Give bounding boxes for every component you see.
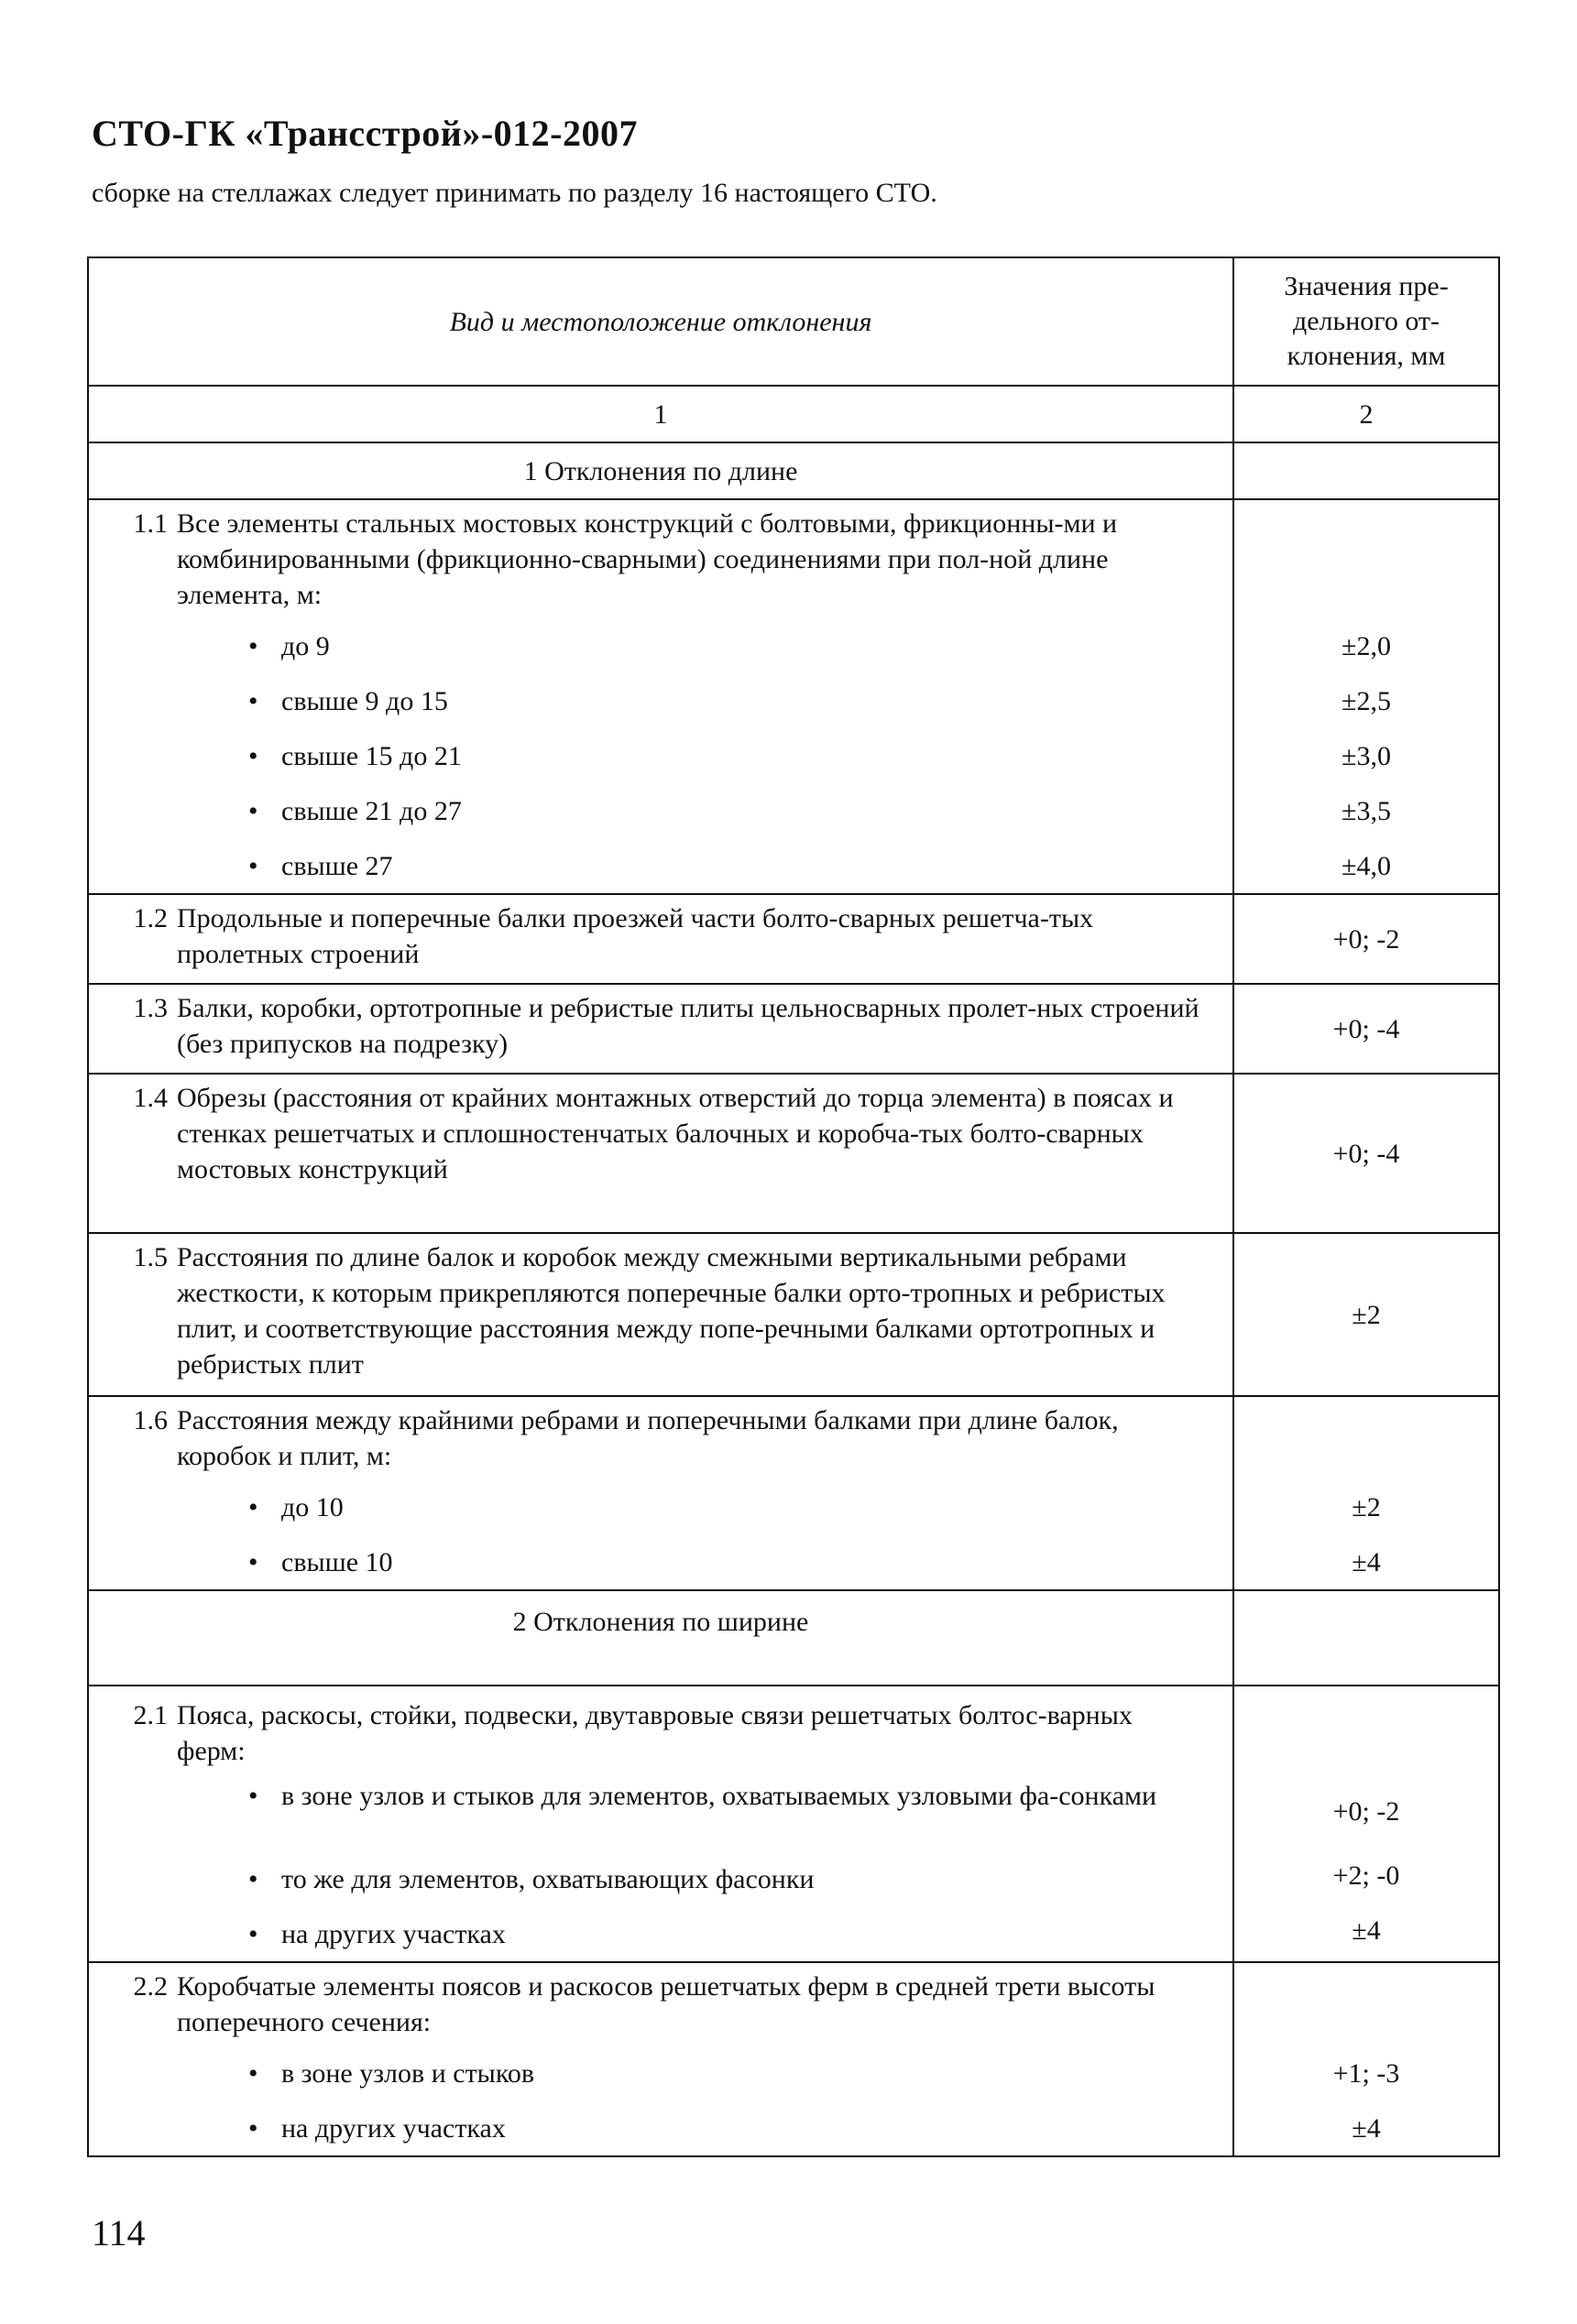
- item-text: Расстояния по длине балок и коробок между смежными вертикальными ребрами жесткости, к которым прикрепляются поперечные балки орто-тропных и ребристых плит, и соответствующие расстояния между попе-речными балками ортотропных и ребристых плит: [177, 1242, 1166, 1380]
- page-number: 114: [92, 2212, 146, 2253]
- table-row: [88, 1962, 1499, 2156]
- item-text: Коробчатые элементы поясов и раскосов решетчатых ферм в средней трети высоты поперечного сечения:: [177, 1971, 1155, 2037]
- bullet-icon: •: [248, 1863, 258, 1894]
- column-number-1: 1: [88, 386, 1233, 442]
- intro-text: сборке на стеллажах следует принимать по разделу 16 настоящего СТО.: [92, 178, 937, 208]
- table-row: [88, 1396, 1499, 1590]
- bullet-icon: •: [248, 795, 258, 826]
- bullet-icon: •: [248, 1781, 258, 1811]
- bullet-icon: •: [248, 850, 258, 881]
- deviation-value: +0; -4: [1233, 1074, 1499, 1233]
- deviation-table: [87, 256, 1500, 2157]
- item-text: Пояса, раскосы, стойки, подвески, двутавровые связи решетчатых болтос-варных ферм:: [177, 1700, 1133, 1766]
- bullet-icon: •: [248, 630, 258, 661]
- list-item: • до 10: [89, 1479, 1232, 1534]
- column-number-row: [88, 386, 1499, 442]
- list-item: • на других участках: [89, 2100, 1232, 2155]
- bullet-icon: •: [248, 2057, 258, 2089]
- deviation-value: ±4: [1352, 2112, 1381, 2144]
- bullet-icon: •: [248, 740, 258, 771]
- list-item: • в зоне узлов и стыков: [89, 2046, 1232, 2100]
- bullet-icon: •: [248, 685, 258, 716]
- item-number: 1.4: [133, 1083, 168, 1113]
- table-row: [88, 1686, 1499, 1962]
- deviation-value: ±4,0: [1342, 850, 1391, 881]
- item-number: 1.6: [133, 1405, 168, 1435]
- header-description: Вид и местоположение отклонения: [88, 257, 1233, 386]
- item-number: 1.5: [133, 1242, 168, 1272]
- list-item: • то же для элементов, охватывающих фасонки: [89, 1851, 1232, 1906]
- deviation-value: ±3,0: [1342, 740, 1391, 771]
- item-number: 1.2: [133, 903, 168, 933]
- section-row: [88, 442, 1499, 499]
- list-item: • свыше 15 до 21: [89, 728, 1232, 783]
- section-row: [88, 1590, 1499, 1686]
- item-text: Продольные и поперечные балки проезжей части болто-сварных решетча-тых пролетных строений: [177, 903, 1094, 969]
- item-number: 1.3: [133, 993, 168, 1023]
- list-item: • на других участках: [89, 1906, 1232, 1961]
- deviation-value: ±2,5: [1342, 685, 1391, 716]
- table-row: [88, 894, 1499, 984]
- list-item: • свыше 27: [89, 838, 1232, 893]
- item-text: Балки, коробки, ортотропные и ребристые плиты цельносварных пролет-ных строений (без припусков на подрезку): [177, 993, 1199, 1059]
- list-item: • свыше 10: [89, 1534, 1232, 1589]
- deviation-value: +0; -2: [1332, 1795, 1400, 1827]
- document-header: СТО-ГК «Трансстрой»-012-2007: [92, 113, 638, 154]
- deviation-value: ±4: [1352, 1915, 1381, 1946]
- deviation-value: ±2,0: [1342, 630, 1391, 661]
- table-row: [88, 1233, 1499, 1396]
- bullet-icon: •: [248, 2112, 258, 2144]
- bullet-icon: •: [248, 1546, 258, 1577]
- list-item: • свыше 21 до 27: [89, 783, 1232, 838]
- bullet-icon: •: [248, 1491, 258, 1522]
- table-row: [88, 984, 1499, 1074]
- deviation-value: ±4: [1352, 1546, 1381, 1577]
- item-number: 2.1: [133, 1700, 168, 1730]
- section-title: 1 Отклонения по длине: [88, 442, 1233, 499]
- item-number: 2.2: [133, 1971, 168, 2002]
- item-text: Обрезы (расстояния от крайних монтажных отверстий до торца элемента) в поясах и стенках решетчатых и сплошностенчатых балочных и коробча-тых болто-сварных мостовых конструкций: [177, 1083, 1174, 1184]
- item-number: 1.1: [133, 508, 168, 539]
- list-item: • до 9: [89, 618, 1232, 673]
- deviation-value: ±3,5: [1342, 795, 1391, 826]
- section-title: 2 Отклонения по ширине: [88, 1590, 1233, 1686]
- list-item: • в зоне узлов и стыков для элементов, охватываемых узловыми фа-сонками: [89, 1774, 1232, 1851]
- list-item: • свыше 9 до 15: [89, 673, 1232, 728]
- deviation-value: +0; -2: [1233, 894, 1499, 984]
- bullet-icon: •: [248, 1918, 258, 1949]
- deviation-value: +0; -4: [1233, 984, 1499, 1074]
- table-header-row: [88, 257, 1499, 386]
- table-row: [88, 499, 1499, 894]
- deviation-value: ±2: [1233, 1233, 1499, 1396]
- column-number-2: 2: [1233, 386, 1499, 442]
- item-text: Расстояния между крайними ребрами и поперечными балками при длине балок, коробок и плит, м:: [177, 1405, 1119, 1471]
- table-row: [88, 1074, 1499, 1233]
- deviation-value: ±2: [1352, 1491, 1381, 1522]
- deviation-value: +1; -3: [1332, 2057, 1400, 2089]
- header-value: Значения пре- дельного от- клонения, мм: [1233, 257, 1499, 386]
- item-text: Все элементы стальных мостовых конструкций с болтовыми, фрикционны-ми и комбинированными (фрикционно-сварными) соединениями при пол-ной длине элемента, м:: [177, 508, 1118, 610]
- deviation-value: +2; -0: [1332, 1860, 1400, 1891]
